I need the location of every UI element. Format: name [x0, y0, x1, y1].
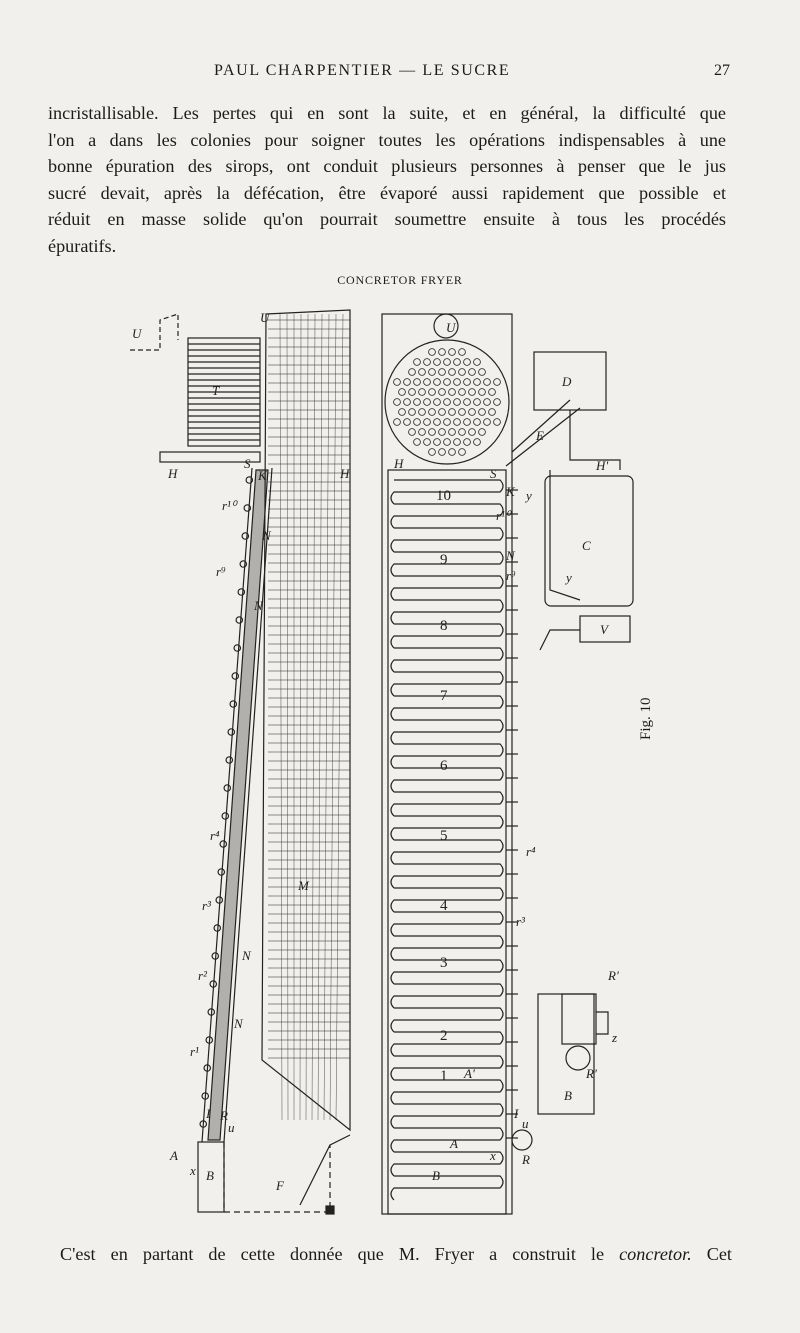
chamber-number: 7	[440, 688, 448, 704]
drawing-line	[459, 409, 466, 416]
chamber-number: 6	[440, 758, 448, 774]
drawing-line	[449, 349, 456, 356]
drawing-line	[224, 785, 230, 791]
drawing-line	[391, 1128, 503, 1152]
figure-caption: CONCRETOR FRYER	[337, 273, 463, 287]
label-n-4: N	[234, 1016, 243, 1031]
drawing-line	[414, 379, 421, 386]
label-r10-left: r¹⁰	[222, 498, 237, 513]
body-line: l'on a dans les colonies pour soigner toutes les opérations indispensables à une	[48, 129, 726, 150]
drawing-line	[324, 314, 329, 1120]
drawing-line	[424, 399, 431, 406]
drawing-line	[474, 399, 481, 406]
drawing-line	[434, 439, 441, 446]
drawing-line	[391, 1176, 503, 1200]
label-u-drum: U	[446, 320, 456, 335]
label-h-prime: H'	[596, 458, 609, 473]
drawing-line	[330, 314, 336, 1120]
label-u-small: u	[228, 1120, 235, 1135]
drawing-line	[434, 379, 441, 386]
drawing-line	[230, 701, 236, 707]
concretor-figure	[132, 300, 710, 1230]
drawing-line	[409, 389, 416, 396]
drawing-line	[414, 419, 421, 426]
drawing-line	[454, 359, 461, 366]
continuation-line	[60, 1244, 732, 1265]
drawing-line	[439, 349, 446, 356]
concretor-term: concretor.	[619, 1244, 692, 1264]
chamber-number: 1	[440, 1068, 448, 1084]
drawing-line	[449, 449, 456, 456]
label-x-left: x	[190, 1163, 196, 1178]
label-r9-plan: r⁹	[506, 568, 516, 583]
drawing-line	[287, 314, 288, 1120]
drawing-line	[424, 439, 431, 446]
drawing-line	[494, 419, 501, 426]
drawing-line	[439, 389, 446, 396]
drawing-line	[391, 576, 503, 600]
drawing-line	[464, 379, 471, 386]
label-a-left: A	[170, 1148, 178, 1163]
drawing-line	[399, 389, 406, 396]
drawing-line	[419, 429, 426, 436]
drawing-line	[226, 757, 232, 763]
drawing-line	[394, 419, 401, 426]
chamber-number: 4	[440, 898, 448, 914]
drawing-line	[464, 439, 471, 446]
drawing-line	[494, 399, 501, 406]
label-n-1: N	[262, 528, 271, 543]
drawing-line	[236, 617, 242, 623]
label-r-prime-top: R'	[608, 968, 619, 983]
label-r-prime-mid: R'	[586, 1066, 597, 1081]
drawing-line	[240, 561, 246, 567]
drawing-line	[439, 369, 446, 376]
drawing-line	[424, 419, 431, 426]
label-u-left: U	[132, 326, 142, 341]
chamber-number: 2	[440, 1028, 448, 1044]
label-u-plan: u	[522, 1116, 529, 1131]
label-d: D	[562, 374, 572, 389]
label-y-top: y	[526, 488, 532, 503]
drawing-line	[454, 379, 461, 386]
drawing-line	[391, 792, 503, 816]
drawing-line	[434, 419, 441, 426]
drawing-line	[444, 419, 451, 426]
drawing-line	[464, 399, 471, 406]
drawing-line	[238, 589, 244, 595]
label-u-top: U	[260, 310, 270, 325]
drawing-line	[404, 399, 411, 406]
label-f: F	[276, 1178, 284, 1193]
label-y-mid: y	[566, 570, 572, 585]
drawing-line	[232, 673, 238, 679]
drawing-line	[494, 379, 501, 386]
label-c: C	[582, 538, 591, 553]
drawing-line	[409, 369, 416, 376]
label-i-left: I	[206, 1106, 211, 1121]
drawing-line	[444, 399, 451, 406]
drawing-line	[439, 449, 446, 456]
drawing-line	[409, 429, 416, 436]
body-paragraph	[48, 100, 726, 259]
label-r4-left: r⁴	[210, 828, 220, 843]
drawing-line	[479, 389, 486, 396]
drawing-line	[484, 379, 491, 386]
drawing-line	[391, 504, 503, 528]
drawing-line	[469, 409, 476, 416]
label-k-plan: K	[506, 484, 515, 499]
side-elevation	[130, 310, 350, 1214]
drawing-line	[429, 349, 436, 356]
drawing-line	[391, 648, 503, 672]
drawing-line	[474, 439, 481, 446]
drawing-line	[479, 409, 486, 416]
drawing-line	[312, 314, 315, 1120]
label-m: M	[298, 878, 309, 893]
drawing-line	[474, 359, 481, 366]
label-i-plan: I	[514, 1106, 519, 1121]
body-line: réduit en masse solide qu'on pourrait soumettre ensuite à tous les procédés	[48, 209, 726, 229]
body-line: incristallisable. Les pertes qui en sont la suite, et en général, la difficulté que	[48, 103, 726, 123]
figure-number: Fig. 10	[638, 697, 654, 740]
label-r3-left: r³	[202, 898, 211, 913]
drawing-line	[419, 369, 426, 376]
drawing-line	[228, 729, 234, 735]
drawing-line	[449, 429, 456, 436]
drawing-line	[444, 439, 451, 446]
drawing-line	[394, 399, 401, 406]
chamber-number: 9	[440, 552, 448, 568]
concretor-drawing	[132, 300, 710, 1230]
label-b-plan: B	[432, 1168, 440, 1183]
drawing-line	[474, 379, 481, 386]
drawing-line	[449, 369, 456, 376]
drawing-line	[222, 813, 228, 819]
drawing-line	[234, 645, 240, 651]
label-b-tank: B	[564, 1088, 572, 1103]
drawing-line	[479, 429, 486, 436]
drawing-line	[434, 359, 441, 366]
chamber-number: 3	[440, 955, 448, 971]
running-title: PAUL CHARPENTIER — LE SUCRE	[214, 62, 511, 79]
drawing-line	[439, 409, 446, 416]
drawing-line	[318, 314, 322, 1120]
label-s-left: S	[244, 456, 251, 471]
drawing-line	[464, 419, 471, 426]
drawing-line	[218, 869, 224, 875]
drawing-line	[399, 409, 406, 416]
drawing-line	[459, 449, 466, 456]
label-r9-left: r⁹	[216, 564, 226, 579]
body-line: bonne épuration des sirops, ont conduit plusieurs personnes à penser que le jus	[48, 156, 726, 176]
drawing-line	[336, 314, 343, 1120]
tube-bank-t	[188, 338, 260, 446]
drawing-line	[424, 359, 431, 366]
drawing-line	[280, 314, 282, 1120]
continuation-text: C'est en partant de cette donnée que M. Fryer a construit le	[60, 1244, 620, 1264]
drawing-line	[414, 399, 421, 406]
drawing-line	[429, 429, 436, 436]
drawing-line	[300, 314, 301, 1120]
drawing-line	[429, 369, 436, 376]
drawing-line	[391, 720, 503, 744]
drawing-line	[424, 379, 431, 386]
chamber-number: 10	[436, 488, 451, 504]
drawing-line	[306, 314, 308, 1120]
label-n-3: N	[242, 948, 251, 963]
drawing-line	[409, 409, 416, 416]
drawing-line	[449, 409, 456, 416]
label-h-plan: H	[394, 456, 404, 471]
drawing-line	[449, 389, 456, 396]
drawing-line	[469, 429, 476, 436]
label-t: T	[212, 383, 220, 398]
drawing-line	[489, 389, 496, 396]
label-b-left: B	[206, 1168, 214, 1183]
label-z: z	[612, 1030, 618, 1045]
label-r4-plan: r⁴	[526, 844, 536, 859]
chamber-number: 8	[440, 618, 448, 634]
label-h-left: H	[168, 466, 178, 481]
label-e: E	[536, 428, 544, 443]
label-h-right: H	[340, 466, 350, 481]
drawing-line	[444, 379, 451, 386]
drawing-line	[404, 379, 411, 386]
label-x-plan: x	[490, 1148, 496, 1163]
drawing-line	[429, 449, 436, 456]
label-r2-left: r²	[198, 968, 207, 983]
drawing-line	[469, 389, 476, 396]
body-line: sucré devait, après la défécation, être évaporé aussi rapidement que possible et	[48, 182, 726, 203]
drawing-line	[419, 409, 426, 416]
continuation-end: Cet	[691, 1244, 732, 1264]
drawing-line	[459, 389, 466, 396]
label-n-2: N	[254, 598, 263, 613]
drawing-line	[404, 419, 411, 426]
body-line: épuratifs.	[48, 235, 117, 256]
drawing-line	[484, 399, 491, 406]
drawing-line	[394, 379, 401, 386]
label-r1-left: r¹	[190, 1044, 199, 1059]
drawing-line	[479, 369, 486, 376]
label-n-plan: N	[506, 548, 515, 563]
drawing-line	[444, 359, 451, 366]
drawing-line	[454, 419, 461, 426]
drawing-line	[454, 439, 461, 446]
chamber-number: 5	[440, 828, 448, 844]
drawing-line	[220, 841, 226, 847]
label-r10-plan: r¹⁰	[496, 508, 511, 523]
label-r-left: R	[220, 1108, 228, 1123]
drawing-line	[434, 399, 441, 406]
drawing-line	[419, 389, 426, 396]
label-r3-plan: r³	[516, 914, 525, 929]
label-a-plan: A	[450, 1136, 458, 1151]
drawing-line	[429, 409, 436, 416]
page-number: 27	[714, 62, 730, 79]
drawing-line	[489, 409, 496, 416]
drawing-line	[429, 389, 436, 396]
drawing-line	[459, 429, 466, 436]
drawing-line	[459, 349, 466, 356]
drawing-line	[391, 864, 503, 888]
label-s-plan: S	[490, 466, 497, 481]
drawing-line	[391, 912, 503, 936]
drawing-line	[469, 369, 476, 376]
drawing-line	[459, 369, 466, 376]
drawing-line	[414, 439, 421, 446]
label-k-left: K	[258, 468, 267, 483]
label-v: V	[600, 622, 608, 637]
drawing-line	[391, 1152, 503, 1176]
drawing-line	[414, 359, 421, 366]
drawing-line	[391, 1104, 503, 1128]
drawing-line	[474, 419, 481, 426]
drawing-line	[484, 419, 491, 426]
drawing-line	[439, 429, 446, 436]
running-head	[60, 62, 730, 86]
label-r-plan: R	[522, 1152, 530, 1167]
chamber-numbers	[436, 488, 451, 1084]
drawing-line	[464, 359, 471, 366]
drawing-line	[391, 984, 503, 1008]
drawing-line	[391, 528, 503, 552]
label-a-prime: A'	[464, 1066, 475, 1081]
drawing-line	[454, 399, 461, 406]
